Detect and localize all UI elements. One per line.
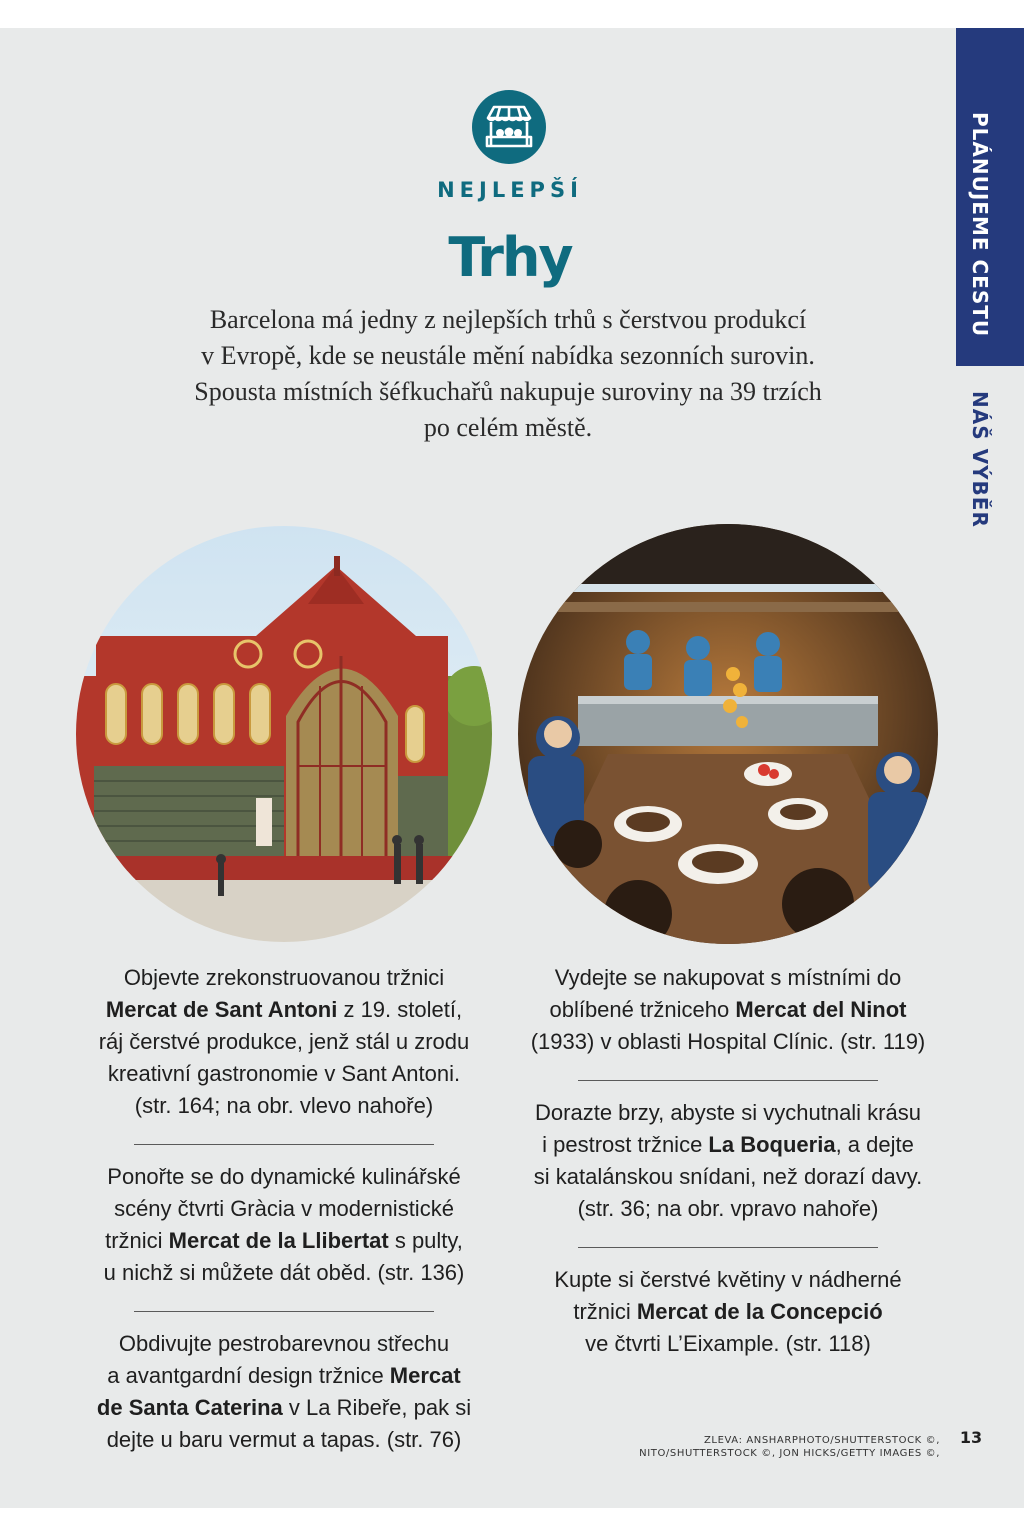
page-number: 13 — [959, 1428, 983, 1447]
market-name: Mercat de la Concepció — [636, 1299, 883, 1324]
page-title: Trhy — [448, 226, 572, 289]
entry-line: u nichž si můžete dát oběd. (str. 136) — [103, 1260, 465, 1285]
market-name: Mercat del Ninot — [735, 997, 907, 1022]
market-name: Mercat de la Llibertat — [168, 1228, 389, 1253]
market-entry-concepcio — [518, 1264, 938, 1360]
sant-antoni-market-photo — [76, 526, 492, 942]
section-kicker: NEJLEPŠÍ — [437, 178, 583, 202]
entry-line: Kupte si čerstvé květiny v nádherné — [554, 1267, 902, 1292]
subsection-label: NÁŠ VÝBĚR — [968, 391, 992, 528]
entry-text: v La Ribeře, pak si — [282, 1395, 472, 1420]
entry-line — [74, 1225, 494, 1257]
entry-text: z 19. století, — [337, 997, 463, 1022]
entry-line — [74, 1360, 494, 1392]
entry-line: Obdivujte pestrobarevnou střechu — [118, 1331, 450, 1356]
entry-line: si katalánskou snídani, než dorazí davy. — [533, 1164, 923, 1189]
entry-text: tržnici — [105, 1228, 169, 1253]
page — [0, 28, 1024, 1508]
divider — [134, 1311, 434, 1312]
market-entry-santa-caterina — [74, 1328, 494, 1456]
entry-line — [74, 994, 494, 1026]
market-entry-llibertat — [74, 1161, 494, 1289]
entry-line — [518, 1296, 938, 1328]
la-boqueria-market-photo — [518, 524, 938, 944]
entry-line: ráj čerstvé produkce, jenž stál u zrodu — [98, 1029, 470, 1054]
market-entry-ninot — [518, 962, 938, 1058]
intro-line: v Evropě, kde se neustále mění nabídka sezonních surovin. — [201, 341, 815, 370]
entry-text: oblíbené tržniceho — [549, 997, 736, 1022]
entry-text: tržnici — [573, 1299, 637, 1324]
entry-line: (1933) v oblasti Hospital Clínic. (str. 119) — [530, 1029, 926, 1054]
entry-line: Vydejte se nakupovat s místními do — [554, 965, 902, 990]
market-name: La Boqueria — [708, 1132, 836, 1157]
entry-text: , a dejte — [835, 1132, 914, 1157]
intro-line: Spousta místních šéfkuchařů nakupuje suroviny na 39 trzích — [194, 377, 822, 406]
intro-paragraph — [90, 302, 926, 446]
divider — [578, 1247, 878, 1248]
entry-line: (str. 36; na obr. vpravo nahoře) — [577, 1196, 879, 1221]
divider — [578, 1080, 878, 1081]
entry-line: kreativní gastronomie v Sant Antoni. — [107, 1061, 461, 1086]
entry-line: dejte u baru vermut a tapas. (str. 76) — [106, 1427, 462, 1452]
credit-line: ZLEVA: ANSHARPHOTO/SHUTTERSTOCK ©, — [703, 1435, 940, 1446]
entry-line — [518, 1129, 938, 1161]
market-entry-boqueria — [518, 1097, 938, 1225]
entry-text: s pulty, — [388, 1228, 463, 1253]
right-column — [518, 962, 938, 1360]
photo-credits — [560, 1434, 940, 1460]
divider — [134, 1144, 434, 1145]
entry-line: Objevte zrekonstruovanou tržnici — [123, 965, 445, 990]
intro-line: Barcelona má jedny z nejlepších trhů s čerstvou produkcí — [209, 305, 807, 334]
entry-line — [74, 1392, 494, 1424]
market-name: de Santa Caterina — [96, 1395, 283, 1420]
market-entry-sant-antoni — [74, 962, 494, 1122]
market-name: Mercat de Sant Antoni — [105, 997, 338, 1022]
credit-line: NITO/SHUTTERSTOCK ©, JON HICKS/GETTY IMAGES ©, — [639, 1448, 940, 1459]
entry-line — [518, 994, 938, 1026]
market-stall-icon — [472, 90, 546, 164]
left-column — [74, 962, 494, 1456]
entry-line: scény čtvrti Gràcia v modernistické — [114, 1196, 454, 1221]
market-name: Mercat — [389, 1363, 461, 1388]
entry-text: a avantgardní design tržnice — [107, 1363, 390, 1388]
entry-line: Ponořte se do dynamické kulinářské — [107, 1164, 461, 1189]
section-tab-label: PLÁNUJEME CESTU — [968, 112, 992, 338]
entry-line: (str. 164; na obr. vlevo nahoře) — [134, 1093, 434, 1118]
entry-text: i pestrost tržnice — [542, 1132, 709, 1157]
entry-line: ve čtvrti L’Eixample. (str. 118) — [585, 1331, 871, 1356]
entry-line: Dorazte brzy, abyste si vychutnali krásu — [535, 1100, 921, 1125]
intro-line: po celém městě. — [423, 413, 593, 442]
